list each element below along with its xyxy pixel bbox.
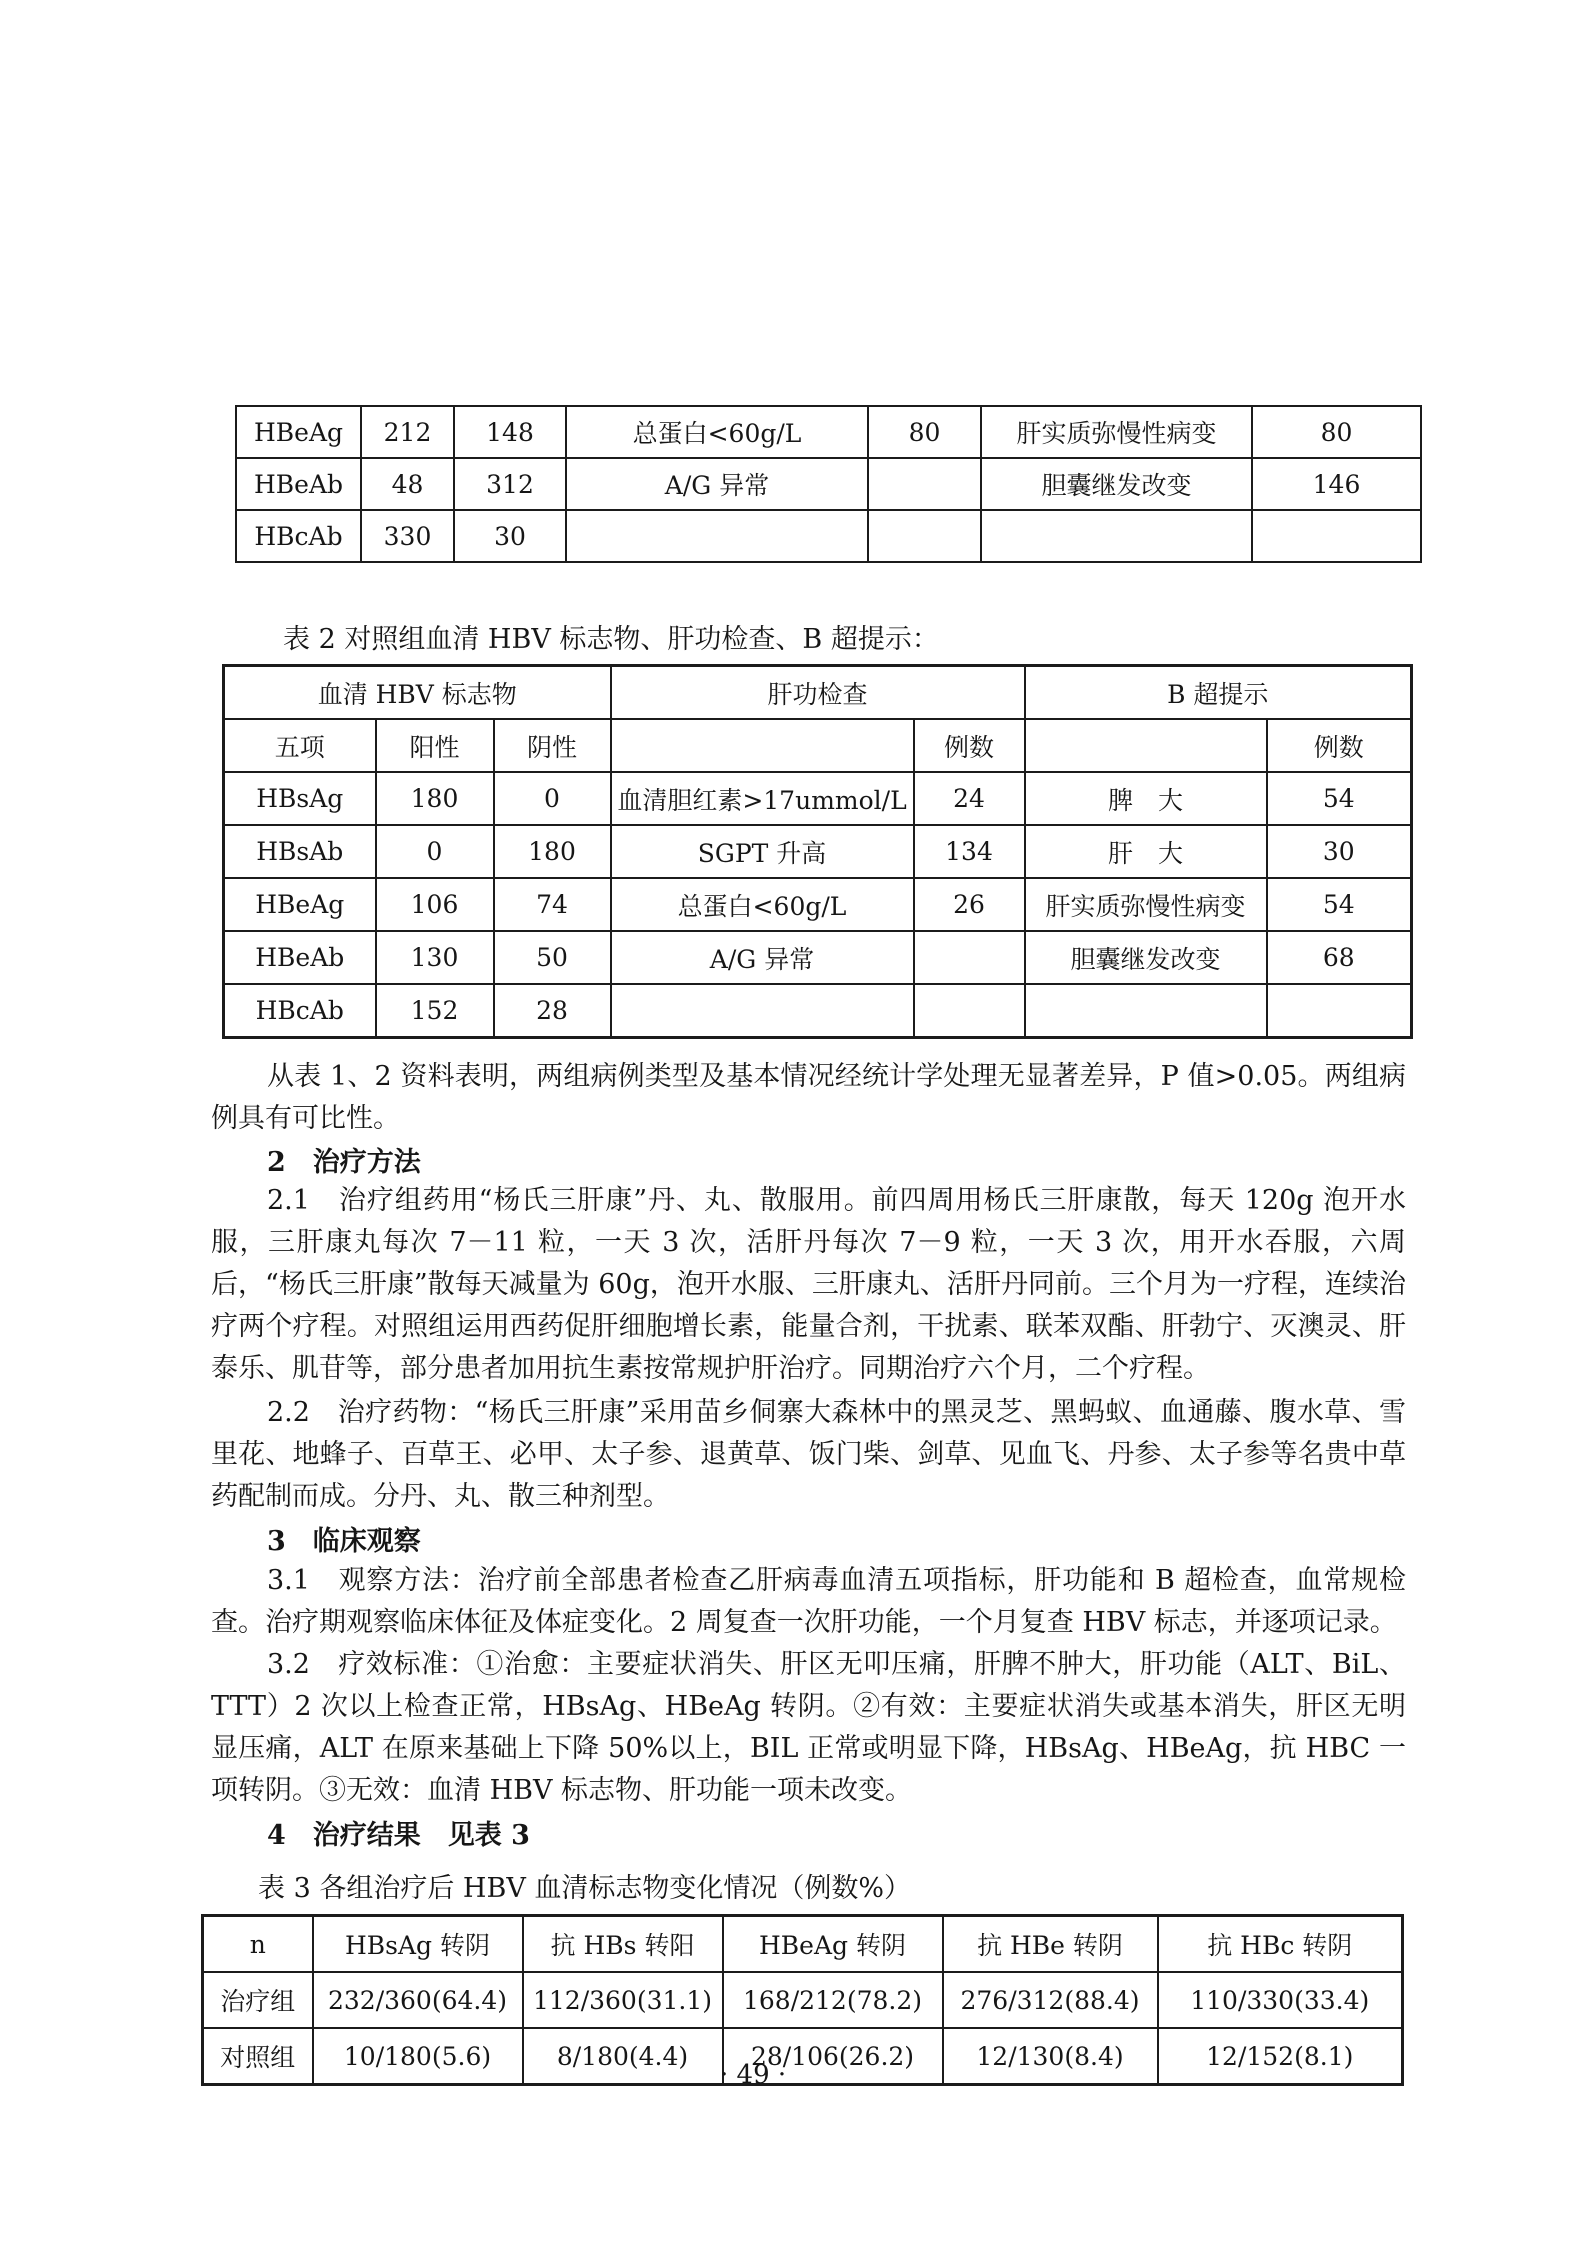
table-header-row: [203, 1916, 1403, 1973]
table-cell: 168/212(78.2): [723, 1972, 943, 2028]
section-heading-treatment-method: 2 治疗方法: [267, 1147, 421, 1178]
table-row: [203, 2028, 1403, 2085]
table-row: [224, 931, 1412, 984]
table-cell: 12/152(8.1): [1158, 2028, 1403, 2085]
table-cell: 54: [1267, 772, 1412, 825]
group-header-ultrasound: B 超提示: [1025, 666, 1412, 720]
table-cell: 146: [1252, 458, 1421, 510]
group-header-serum-markers: 血清 HBV 标志物: [224, 666, 611, 720]
table-cell: 50: [494, 931, 611, 984]
table-cell: 24: [914, 772, 1025, 825]
table-header-cell: n: [203, 1916, 313, 1973]
table-header-cell: 抗 HBe 转阴: [943, 1916, 1158, 1973]
table-header-cell: 阳性: [376, 719, 494, 772]
table-cell: 肝 大: [1025, 825, 1267, 878]
table-row: [224, 984, 1412, 1038]
table-cell: 312: [454, 458, 566, 510]
table-header-cell: 例数: [914, 719, 1025, 772]
table-cell: 74: [494, 878, 611, 931]
table-cell: 212: [361, 406, 454, 458]
paragraph-3-2: 3.2 疗效标准：①治愈：主要症状消失、肝区无叩压痛，肝脾不肿大，肝功能（ALT、BiL、TTT）2 次以上检查正常，HBsAg、HBeAg 转阴。②有效：主要症状消失或基本消失，肝区无明显压痛，ALT 在原来基础上下降 50%以上，BIL 正常或明显下降，HBsAg、HBeAg，抗 HBC 一项转阴。③无效：血清 HBV 标志物、肝功能一项未改变。: [211, 1649, 1406, 1806]
table-row: [224, 825, 1412, 878]
group-header-liver-function: 肝功检查: [611, 666, 1025, 720]
table-row: [236, 406, 1421, 458]
table-cell: 12/130(8.4): [943, 2028, 1158, 2085]
table-cell: 26: [914, 878, 1025, 931]
table-sub-header-row: [224, 719, 1412, 772]
table-header-cell: 抗 HBc 转阴: [1158, 1916, 1403, 1973]
table-cell: 148: [454, 406, 566, 458]
table-cell: [981, 510, 1252, 562]
table-cell: 68: [1267, 931, 1412, 984]
table-row: [224, 878, 1412, 931]
section-heading-clinical-observation: 3 临床观察: [267, 1526, 421, 1557]
table-cell: 肝实质弥慢性病变: [1025, 878, 1267, 931]
table-3: [201, 1914, 1404, 2086]
paragraph-3-1: 3.1 观察方法：治疗前全部患者检查乙肝病毒血清五项指标，肝功能和 B 超检查，血常规检查。治疗期观察临床体征及体症变化。2 周复查一次肝功能，一个月复查 HBV 标志，并逐项记录。: [211, 1565, 1406, 1638]
table-2: [222, 664, 1413, 1039]
section-heading-treatment-results: 4 治疗结果 见表 3: [267, 1820, 530, 1851]
table-cell: [868, 510, 981, 562]
table-cell: 48: [361, 458, 454, 510]
table-cell: HBeAb: [236, 458, 361, 510]
table-group-header-row: [224, 666, 1412, 720]
table-cell: 54: [1267, 878, 1412, 931]
paragraph-comparability: 从表 1、2 资料表明，两组病例类型及基本情况经统计学处理无显著差异，P 值>0.05。两组病例具有可比性。: [211, 1061, 1406, 1134]
table-cell: [1252, 510, 1421, 562]
table-row: [236, 458, 1421, 510]
table-cell: HBeAg: [236, 406, 361, 458]
table-cell: 330: [361, 510, 454, 562]
table-cell: 8/180(4.4): [523, 2028, 723, 2085]
table-cell: 180: [494, 825, 611, 878]
table-cell: HBcAb: [224, 984, 376, 1038]
table-cell: 180: [376, 772, 494, 825]
table-header-cell: 阴性: [494, 719, 611, 772]
table-cell: 30: [454, 510, 566, 562]
table-cell: 0: [494, 772, 611, 825]
table-2-caption: 表 2 对照组血清 HBV 标志物、肝功检查、B 超提示：: [283, 624, 939, 655]
table-cell: [868, 458, 981, 510]
table-cell: 276/312(88.4): [943, 1972, 1158, 2028]
table-cell: HBsAg: [224, 772, 376, 825]
table-cell: HBsAb: [224, 825, 376, 878]
table-cell: [566, 510, 868, 562]
table-cell: 28/106(26.2): [723, 2028, 943, 2085]
paragraph-2-2: 2.2 治疗药物：“杨氏三肝康”采用苗乡侗寨大森林中的黑灵芝、黑蚂蚁、血通藤、腹水草、雪里花、地蜂子、百草王、必甲、太子参、退黄草、饭门柴、剑草、见血飞、丹参、太子参等名贵中草药配制而成。分丹、丸、散三种剂型。: [211, 1397, 1406, 1512]
table-cell: [914, 931, 1025, 984]
table-cell: 152: [376, 984, 494, 1038]
table-cell: 112/360(31.1): [523, 1972, 723, 2028]
table-cell: 胆囊继发改变: [1025, 931, 1267, 984]
table-cell: 106: [376, 878, 494, 931]
table-cell: 10/180(5.6): [313, 2028, 523, 2085]
paragraph-2-1: 2.1 治疗组药用“杨氏三肝康”丹、丸、散服用。前四周用杨氏三肝康散，每天 120g 泡开水服，三肝康丸每次 7－11 粒，一天 3 次，活肝丹每次 7－9 粒，一天 3 次，用开水吞服，六周后，“杨氏三肝康”散每天减量为 60g，泡开水服、三肝康丸、活肝丹同前。三个月为一疗程，连续治疗两个疗程。对照组运用西药促肝细胞增长素，能量合剂，干扰素、联苯双酯、肝勃宁、灭澳灵、肝泰乐、肌苷等，部分患者加用抗生素按常规护肝治疗。同期治疗六个月，二个疗程。: [211, 1185, 1406, 1384]
table-header-cell: [611, 719, 914, 772]
table-header-cell: 五项: [224, 719, 376, 772]
table-cell: 脾 大: [1025, 772, 1267, 825]
table-row: [203, 1972, 1403, 2028]
table-cell: 治疗组: [203, 1972, 313, 2028]
table-cell: HBcAb: [236, 510, 361, 562]
table-header-cell: [1025, 719, 1267, 772]
table-cell: 对照组: [203, 2028, 313, 2085]
table-cell: [1025, 984, 1267, 1038]
table-header-cell: HBsAg 转阴: [313, 1916, 523, 1973]
table-header-cell: HBeAg 转阴: [723, 1916, 943, 1973]
table-cell: 总蛋白<60g/L: [566, 406, 868, 458]
table-cell: 134: [914, 825, 1025, 878]
table-cell: 80: [1252, 406, 1421, 458]
table-cell: 30: [1267, 825, 1412, 878]
table-header-cell: 抗 HBs 转阳: [523, 1916, 723, 1973]
table-cell: 0: [376, 825, 494, 878]
table-cell: SGPT 升高: [611, 825, 914, 878]
table-cell: A/G 异常: [566, 458, 868, 510]
table-cell: 28: [494, 984, 611, 1038]
table-cell: HBeAg: [224, 878, 376, 931]
table-header-cell: 例数: [1267, 719, 1412, 772]
table-cell: 80: [868, 406, 981, 458]
table-1-continued: [235, 405, 1422, 563]
table-cell: 130: [376, 931, 494, 984]
table-cell: 110/330(33.4): [1158, 1972, 1403, 2028]
table-cell: 232/360(64.4): [313, 1972, 523, 2028]
table-cell: HBeAb: [224, 931, 376, 984]
table-cell: 血清胆红素>17ummol/L: [611, 772, 914, 825]
table-cell: A/G 异常: [611, 931, 914, 984]
table-row: [224, 772, 1412, 825]
table-cell: 肝实质弥慢性病变: [981, 406, 1252, 458]
page-number: · 49 ·: [720, 2060, 787, 2090]
table-cell: [611, 984, 914, 1038]
table-cell: [1267, 984, 1412, 1038]
table-cell: [914, 984, 1025, 1038]
table-cell: 总蛋白<60g/L: [611, 878, 914, 931]
table-cell: 胆囊继发改变: [981, 458, 1252, 510]
table-3-caption: 表 3 各组治疗后 HBV 血清标志物变化情况（例数%）: [258, 1873, 912, 1904]
table-row: [236, 510, 1421, 562]
